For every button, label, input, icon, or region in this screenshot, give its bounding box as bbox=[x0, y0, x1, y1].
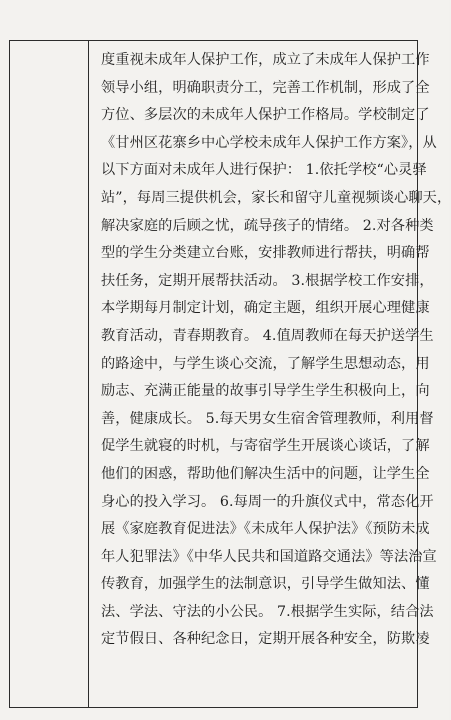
text-line: 方位、多层次的未成年人保护工作格局。学校制定了 bbox=[101, 107, 430, 124]
text-line: 法、学法、守法的小公民。 7.根据学生实际，结合法 bbox=[101, 603, 434, 620]
text-line: 型的学生分类建立台账，安排教师进行帮扶，明确帮 bbox=[101, 245, 430, 262]
text-line: 年人犯罪法》《中华人民共和国道路交通法》等法治宣 bbox=[101, 548, 437, 565]
text-line: 教育活动，青春期教育。 4.值周教师在每天护送学生 bbox=[101, 327, 434, 344]
text-line: 身心的投入学习。 6.每周一的升旗仪式中，常态化开 bbox=[101, 493, 434, 510]
text-line: 励志、充满正能量的故事引导学生学生积极向上，向 bbox=[101, 383, 430, 400]
text-line: 定节假日、各种纪念日，定期开展各种安全，防欺凌 bbox=[101, 631, 430, 648]
text-line: 扶任务，定期开展帮扶活动。 3.根据学校工作安排， bbox=[101, 272, 434, 289]
text-line: 以下方面对未成年人进行保护： 1.依托学校“心灵驿 bbox=[101, 162, 427, 179]
text-line: 领导小组，明确职责分工，完善工作机制，形成了全 bbox=[101, 79, 430, 96]
text-line: 传教育，加强学生的法制意识，引导学生做知法、懂 bbox=[101, 576, 430, 593]
column-divider bbox=[88, 40, 89, 708]
text-line: 站”，每周三提供机会，家长和留守儿童视频谈心聊天， bbox=[101, 189, 451, 206]
text-line: 促学生就寝的时机，与寄宿学生开展谈心谈话，了解 bbox=[101, 438, 430, 455]
text-line: 展《家庭教育促进法》《未成年人保护法》《预防未成 bbox=[101, 521, 430, 538]
text-line: 度重视未成年人保护工作，成立了未成年人保护工作 bbox=[101, 52, 430, 68]
text-line: 的路途中，与学生谈心交流，了解学生思想动态，用 bbox=[101, 355, 430, 372]
text-line: 本学期每月制定计划，确定主题，组织开展心理健康 bbox=[101, 300, 430, 317]
text-line: 《甘州区花寨乡中心学校未成年人保护工作方案》，从 bbox=[101, 134, 437, 151]
text-line: 他们的困惑，帮助他们解决生活中的问题，让学生全 bbox=[101, 465, 430, 482]
text-line: 善，健康成长。 5.每天男女生宿舍管理教师，利用督 bbox=[101, 410, 434, 427]
text-line: 解决家庭的后顾之忧，疏导孩子的情绪。 2.对各种类 bbox=[101, 217, 434, 234]
table-cell-text bbox=[101, 47, 451, 654]
